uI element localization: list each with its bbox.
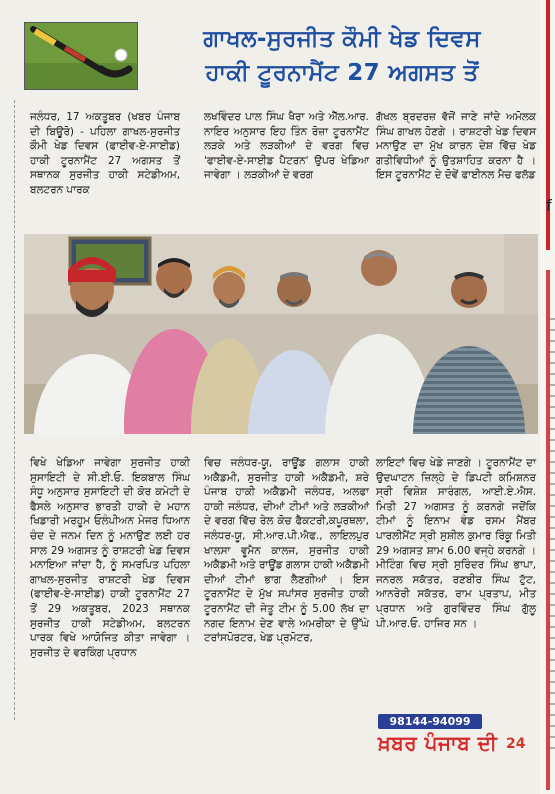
- hockey-stick-icon: [25, 23, 137, 89]
- newspaper-masthead: [376, 712, 526, 760]
- group-photo: [24, 234, 538, 434]
- article-column-4: ਵਿਖੇ ਖੇਡਿਆ ਜਾਵੇਗਾ ਸੁਰਜੀਤ ਹਾਕੀ ਸੁਸਾਇਟੀ ਦੇ ਸੀ.ਈ.ਓ. ਇਕਬਾਲ ਸਿੰਘ ਸੰਧੂ ਅਨੁਸਾਰ ਸੁਸਾਇਟੀ ਦੀ ਕੋਰ ਕਮੇਟੀ ਦੇ ਫੈਸਲੇ ਅਨੁਸਾਰ ਭਾਰਤੀ ਹਾਕੀ ਦੇ ਮਹਾਨ ਖਿਡਾਰੀ ਮਰਹੂਮ ਓਲੰਪੀਅਨ ਮੇਜਰ ਧਿਆਨ ਚੰਦ ਦੇ ਜਨਮ ਦਿਨ ਨੂੰ ਮਨਾਉਣ ਲਈ ਹਰ ਸਾਲ 29 ਅਗਸਤ ਨੂੰ ਰਾਸ਼ਟਰੀ ਖੇਡ ਦਿਵਸ ਮਨਾਇਆ ਜਾਂਦਾ ਹੈ, ਨੂੰ ਸਮਰਪਿਤ ਪਹਿਲਾ ਗਾਖਲ-ਸੁਰਜੀਤ ਰਾਸ਼ਟਰੀ ਖੇਡ ਦਿਵਸ (ਫਾਈਵ-ਏ-ਸਾਈਡ) ਹਾਕੀ ਟੂਰਨਾਮੈਂਟ 27 ਤੋਂ 29 ਅਕਤੂਬਰ, 2023 ਸਥਾਨਕ ਸੁਰਜੀਤ ਹਾਕੀ ਸਟੇਡੀਅਮ, ਬਲਟਰਨ ਪਾਰਕ ਵਿਖੇ ਆਯੋਜਿਤ ਕੀਤਾ ਜਾਵੇਗਾ । ਸੁਰਜੀਤ ਦੇ ਵਰਕਿੰਗ ਪ੍ਰਧਾਨ: [30, 457, 190, 659]
- article-column-3: ਗੱਖਲ ਬ੍ਰਦਰਜ਼ ਵੱਜੋਂ ਜਾਣੇ ਜਾਂਦੇ ਅਮੋਲਕ ਸਿੰਘ ਗਾਖਲ ਹੋਣਗੇ । ਰਾਸ਼ਟਰੀ ਖੇਡ ਦਿਵਸ ਮਨਾਉਣ ਦਾ ਮੁੱਖ ਕਾਰਨ ਦੇਸ਼ ਵਿੱਚ ਖੇਡ ਗਤੀਵਿਧੀਆਂ ਨੂੰ ਉਤਸ਼ਾਹਿਤ ਕਰਨਾ ਹੈ । ਇਸ ਟੂਰਨਾਮੈਂਟ ਦੇ ਦੋਵੇਂ ਫਾਈਨਲ ਮੈਚ ਫਲੱਡ: [376, 111, 536, 182]
- article-column-6: ਲਾਇਟਾਂ ਵਿਚ ਖੇਡੇ ਜਾਣਗੇ । ਟੂਰਨਾਮੈਂਟ ਦਾ ਉਦਘਾਟਨ ਜ਼ਿਲ੍ਹੇ ਦੇ ਡਿਪਟੀ ਕਮਿਸ਼ਨਰ ਸ੍ਰੀ ਵਿਸ਼ੇਸ਼ ਸਾਰੰਗਲ, ਆਈ.ਏ.ਐਸ. ਮਿਤੀ 27 ਅਗਸਤ ਨੂੰ ਕਰਨਗੇ ਜਦੋਂਕਿ ਟੀਮਾਂ ਨੂੰ ਇਨਾਮ ਵੰਡ ਰਸਮ ਮੈਂਬਰ ਪਾਰਲੀਮੈਂਟ ਸ੍ਰੀ ਸੁਸ਼ੀਲ ਕੁਮਾਰ ਰਿੰਕੂ ਮਿਤੀ 29 ਅਗਸਤ ਸ਼ਾਮ 6.00 ਵਜ੍ਹੇ ਕਰਨਗੇ । ਮੀਟਿੰਗ ਵਿਚ ਸ੍ਰੀ ਸੁਰਿੰਦਰ ਸਿੰਘ ਭਾਪਾ, ਜਨਰਲ ਸਕੱਤਰ, ਰਣਬੀਰ ਸਿੰਘ ਟੁੱਟ, ਆਨਰੇਰੀ ਸਕੱਤਰ, ਰਾਮ ਪ੍ਰਤਾਪ, ਮੀਤ ਪ੍ਰਧਾਨ ਅਤੇ ਗੁਰਵਿੰਦਰ ਸਿੰਘ ਗੁੱਲੂ ਪੀ.ਆਰ.ਓ. ਹਾਜਿਰ ਸਨ ।: [376, 457, 536, 630]
- page-number: 24: [506, 736, 526, 752]
- masthead-phone: 98144-94099: [378, 714, 482, 729]
- cut-off-edge-letter: f: [546, 196, 552, 215]
- article-column-1: ਜਲੰਧਰ, 17 ਅਕਤੂਬਰ (ਖਬਰ ਪੰਜਾਬ ਦੀ ਬਿਊਰੋ) - ਪਹਿਲਾ ਗਾਖਲ-ਸੁਰਜੀਤ ਕੌਮੀ ਖੇਡ ਦਿਵਸ (ਫਾਈਵ-ਏ-ਸਾਈਡ) ਹਾਕੀ ਟੂਰਨਾਮੈਂਟ 27 ਅਗਸਤ ਤੋਂ ਸਥਾਨਕ ਸੁਰਜੀਤ ਹਾਕੀ ਸਟੇਡੀਅਮ, ਬਲਟਰਨ ਪਾਰਕ: [30, 111, 180, 196]
- cut-off-edge-text: [549, 318, 555, 758]
- group-photo-illustration: [24, 234, 538, 434]
- masthead-title: ਖ਼ਬਰ ਪੰਜਾਬ ਦੀ: [378, 731, 498, 755]
- headline-line-2: ਹਾਕੀ ਟੂਰਨਾਮੈਂਟ 27 ਅਗਸਤ ਤੋਂ: [205, 60, 479, 86]
- article-column-2: ਲਖਵਿੰਦਰ ਪਾਲ ਸਿੰਘ ਖੈਰਾ ਅਤੇ ਐੱਲ.ਆਰ. ਨਾਇਰ ਅਨੁਸਾਰ ਇਹ ਤਿੰਨ ਰੋਜ਼ਾ ਟੂਰਨਾਮੈਂਟ ਲੜਕੇ ਅਤੇ ਲੜਕੀਆਂ ਦੇ ਵਰਗ ਵਿਚ 'ਫਾਈਵ-ਏ-ਸਾਈਡ ਪੈਟਰਨ' ਉਪਰ ਖੇਡਿਆ ਜਾਵੇਗਾ । ਲੜਕੀਆਂ ਦੇ ਵਰਗ: [204, 111, 369, 182]
- headline: [148, 22, 536, 90]
- article-column-5: ਵਿਚ ਜਲੰਧਰ-ਯੂ, ਰਾਊਂਡ ਗਲਾਸ ਹਾਕੀ ਅਕੈਡਮੀ, ਸੁਰਜੀਤ ਹਾਕੀ ਅਕੈਡਮੀ, ਸ਼ਰੇ ਪੰਜਾਬ ਹਾਕੀ ਅਕੈਡਮੀ ਜਲੰਧਰ, ਅਲਫਾ ਹਾਕੀ ਜਲੰਧਰ, ਦੀਆਂ ਟੀਮਾਂ ਅਤੇ ਲੜਕੀਆਂ ਦੇ ਵਰਗ ਵਿੱਚ ਰੇਲ ਕੋਚ ਫੈਕਟਰੀ,ਕਪੂਰਥਲਾ, ਜਲੰਧਰ-ਯੂ, ਸੀ.ਆਰ.ਪੀ.ਐਫ., ਲਾਇਲਪੁਰ ਖਾਲਸਾ ਵੂਮੈਨ ਕਾਲਜ, ਸੁਰਜੀਤ ਹਾਕੀ ਅਕੈਡਮੀ ਅਤੇ ਰਾਊਂਡ ਗਲਾਸ ਹਾਕੀ ਅਕੈਡਮੀ ਦੀਆਂ ਟੀਮਾਂ ਭਾਗ ਲੈਣਗੀਆਂ । ਇਸ ਟੂਰਨਾਮੈਂਟ ਦੇ ਮੁੱਖ ਸਪਾਂਸਰ ਸੁਰਜੀਤ ਹਾਕੀ ਟੂਰਨਾਮੈਂਟ ਦੀ ਜੇਤੂ ਟੀਮ ਨੂੰ 5.00 ਲੱਖ ਦਾ ਨਗਦ ਇਨਾਮ ਦੇਣ ਵਾਲੇ ਅਮਰੀਕਾ ਦੇ ਉੱਘੇ ਟਰਾਂਸਪੋਰਟਰ, ਖੇਡ ਪ੍ਰਮੋਟਰ,: [204, 457, 369, 645]
- headline-line-1: ਗਾਖਲ-ਸੁਰਜੀਤ ਕੌਮੀ ਖੇਡ ਦਿਵਸ: [203, 26, 481, 52]
- left-column-edge: [0, 100, 15, 720]
- hockey-stick-image: [24, 22, 138, 90]
